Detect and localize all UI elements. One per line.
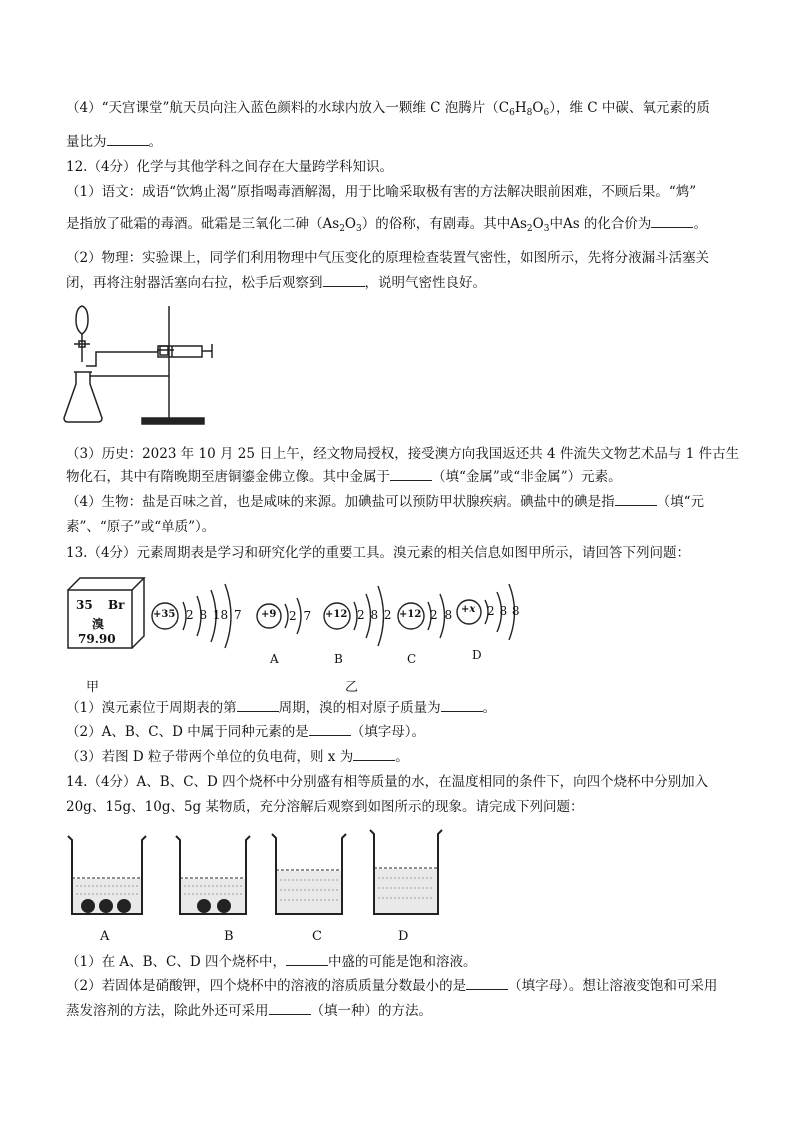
answer-blank[interactable] bbox=[390, 467, 432, 481]
particle-b-nucleus: +12 bbox=[325, 609, 348, 620]
answer-blank[interactable] bbox=[309, 722, 351, 736]
beakers-figure bbox=[64, 826, 454, 921]
particle-a-nucleus: +9 bbox=[261, 609, 277, 620]
q13-part1: （1）溴元素位于周期表的第 周期，溴的相对原子质量为 。 bbox=[66, 700, 497, 716]
q13-heading: 13.（4分）元素周期表是学习和研究化学的重要工具。溴元素的相关信息如图甲所示，请回答下列问题： bbox=[66, 545, 691, 561]
particle-a-shells: 2 7 bbox=[289, 609, 312, 623]
particle-d-shells: 2 8 8 bbox=[487, 604, 520, 618]
q13-part2: （2）A、B、C、D 中属于同种元素的是 （填字母）。 bbox=[66, 724, 425, 740]
q12-heading: 12.（4分）化学与其他学科之间存在大量跨学科知识。 bbox=[66, 159, 394, 175]
beaker-label-d: D bbox=[398, 929, 409, 944]
answer-blank[interactable] bbox=[651, 214, 693, 228]
q12-part1-line1: （1）语文：成语“饮鸩止渴”原指喝毒酒解渴，用于比喻采取极有害的方法解决眼前困难，不顾后果。“鸩” bbox=[66, 184, 697, 200]
beaker-label-c: C bbox=[312, 929, 322, 944]
airtightness-apparatus-figure bbox=[62, 300, 232, 430]
answer-blank[interactable] bbox=[269, 1001, 311, 1015]
q13-part3: （3）若图 D 粒子带两个单位的负电荷，则 x 为 。 bbox=[66, 749, 409, 765]
particle-c-shells: 2 8 bbox=[430, 608, 453, 622]
particle-b-shells: 2 8 2 bbox=[357, 608, 392, 622]
answer-blank[interactable] bbox=[107, 132, 149, 146]
beaker-label-b: B bbox=[224, 929, 234, 944]
atomic-number: 35 bbox=[76, 598, 93, 612]
answer-blank[interactable] bbox=[466, 976, 508, 990]
q12-part2-line1: （2）物理：实验课上，同学们利用物理中气压变化的原理检查装置气密性，如图所示，先将分液漏斗活塞关 bbox=[66, 250, 710, 266]
answer-blank[interactable] bbox=[353, 747, 395, 761]
q12-part4-line2: 素”、“原子”或“单质”）。 bbox=[66, 519, 216, 535]
answer-blank[interactable] bbox=[323, 273, 365, 287]
answer-blank[interactable] bbox=[441, 698, 483, 712]
answer-blank[interactable] bbox=[237, 698, 279, 712]
q12-part4-line1: （4）生物：盐是百味之首，也是咸味的来源。加碘盐可以预防甲状腺疾病。碘盐中的碘是指 （填“元 bbox=[66, 494, 704, 510]
answer-blank[interactable] bbox=[615, 492, 657, 506]
br-shells: 2 8 18 7 bbox=[186, 608, 242, 622]
particle-c-nucleus: +12 bbox=[399, 609, 422, 620]
atomic-mass: 79.90 bbox=[78, 632, 116, 646]
q14-heading-line1: 14.（4分）A、B、C、D 四个烧杯中分别盛有相等质量的水，在温度相同的条件下，向四个烧杯中分别加入 bbox=[66, 774, 709, 790]
bromine-element-cell bbox=[68, 588, 134, 658]
element-symbol: Br bbox=[108, 598, 125, 612]
q14-part2-line1: （2）若固体是硝酸钾，四个烧杯中的溶液的溶质质量分数最小的是 （填字母）。想让溶液变饱和可采用 bbox=[66, 978, 718, 994]
particle-b-label: B bbox=[334, 652, 343, 666]
q12-part3-line2: 物化石，其中有隋晚期至唐铜鎏金佛立像。其中金属于 （填“金属”或“非金属”）元素。 bbox=[66, 469, 622, 485]
particle-d-label: D bbox=[472, 648, 482, 662]
figure-label-yi: 乙 bbox=[345, 680, 359, 695]
figure-label-jia: 甲 bbox=[86, 680, 100, 695]
br-nucleus: +35 bbox=[153, 609, 176, 620]
q14-part1: （1）在 A、B、C、D 四个烧杯中， 中盛的可能是饱和溶液。 bbox=[66, 954, 477, 970]
q14-part2-line2: 蒸发溶剂的方法，除此外还可采用 （填一种）的方法。 bbox=[66, 1003, 432, 1019]
particle-d-nucleus: +x bbox=[461, 604, 476, 615]
particle-a-label: A bbox=[270, 652, 279, 666]
q14-heading-line2: 20g、15g、10g、5g 某物质，充分溶解后观察到如图所示的现象。请完成下列问题： bbox=[66, 799, 584, 815]
element-name: 溴 bbox=[92, 617, 105, 631]
answer-blank[interactable] bbox=[286, 952, 328, 966]
particle-c-label: C bbox=[407, 652, 417, 666]
beaker-label-a: A bbox=[100, 929, 110, 944]
q12-part1-line2: 是指放了砒霜的毒酒。砒霜是三氧化二砷$(As_2O_3)$的俗称，有剧毒。其中$As_2O_3$中As 的化合价为 。 bbox=[66, 216, 707, 234]
q11-part4-line2: 量比为 。 bbox=[66, 134, 162, 150]
q12-part2-line2: 闭，再将注射器活塞向右拉，松手后观察到 ，说明气密性良好。 bbox=[66, 275, 486, 291]
q11-part4-line1: （4）“天宫课堂”航天员向注入蓝色颜料的水球内放入一颗维 C 泡腾片$(C_6H_8O_6)$，维 C 中碳、氧元素的质 bbox=[66, 100, 710, 118]
q12-part3-line1: （3）历史：2023 年 10 月 25 日上午，经文物局授权，接受澳方向我国返还共 4 件流失文物艺术品与 1 件古生 bbox=[66, 446, 740, 462]
